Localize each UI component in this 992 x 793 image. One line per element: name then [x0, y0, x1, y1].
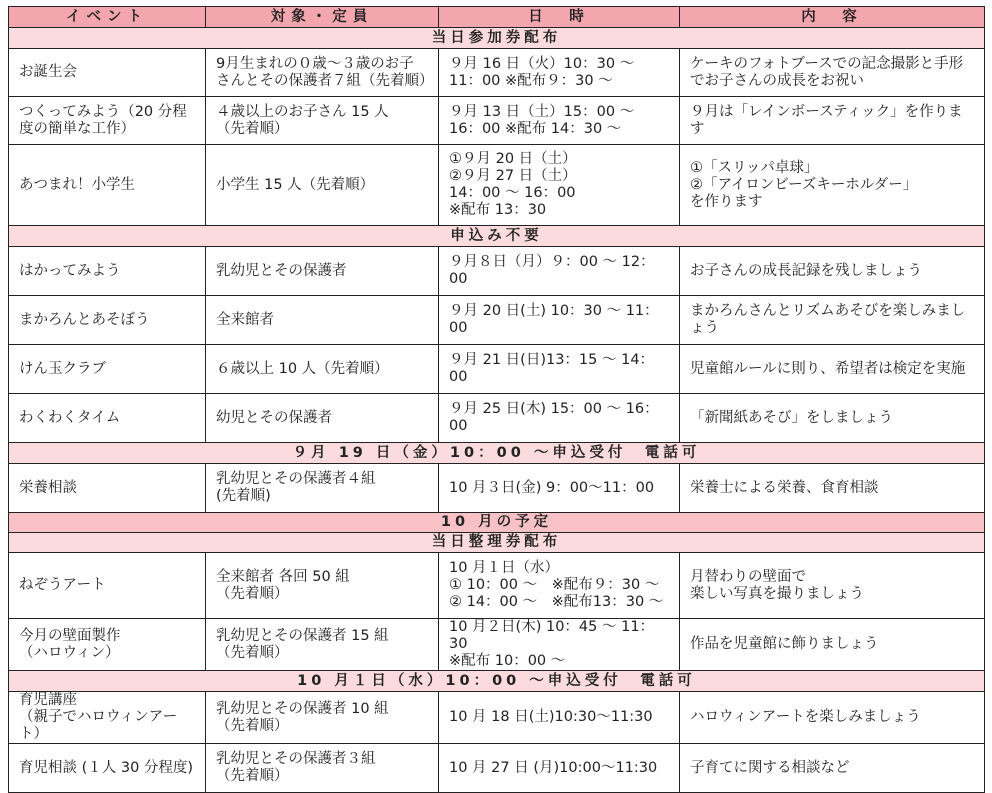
table-row [9, 692, 985, 744]
table-row [9, 619, 985, 671]
table-row [9, 145, 985, 226]
cell-datetime: 10 月１日（水） ① 10：00 ～ ※配布９：30 ～ ② 14：00 ～ ※配布13：30 ～ [439, 553, 680, 619]
cell-content: ケーキのフォトブースでの記念撮影と手形でお子さんの成長をお祝い [680, 49, 985, 97]
cell-target: 乳幼児とその保護者３組 （先着順） [206, 744, 439, 793]
cell-event: つくってみよう（20 分程度の簡単な工作） [9, 97, 206, 145]
table-row [9, 97, 985, 145]
cell-content: ハロウィンアートを楽しみましょう [680, 692, 985, 744]
section-band [9, 671, 985, 692]
table-row [9, 49, 985, 97]
cell-content: ９月は「レインボースティック」を作ります [680, 97, 985, 145]
header-target: 対象・定員 [206, 7, 439, 28]
cell-datetime: ９月 16 日（火）10：30 ～ 11：00 ※配布９：30 ～ [439, 49, 680, 97]
cell-event: はかってみよう [9, 247, 206, 296]
cell-target: ６歳以上 10 人（先着順） [206, 345, 439, 394]
cell-event: わくわくタイム [9, 394, 206, 443]
cell-target: 小学生 15 人（先着順） [206, 145, 439, 226]
table-row [9, 744, 985, 793]
cell-content: お子さんの成長記録を残しましょう [680, 247, 985, 296]
header-row [9, 7, 985, 28]
table-body [9, 28, 985, 793]
cell-datetime: 10 月２日(木) 10：45 ～ 11：30 ※配布 10：00 ～ [439, 619, 680, 671]
cell-target: 乳幼児とその保護者 [206, 247, 439, 296]
cell-event: ねぞうアート [9, 553, 206, 619]
section-band [9, 513, 985, 533]
cell-target: 幼児とその保護者 [206, 394, 439, 443]
section-title: ９月 19 日（金）10：00 ～申込受付 電話可 [9, 443, 985, 464]
cell-event: あつまれ！小学生 [9, 145, 206, 226]
header-content: 内 容 [680, 7, 985, 28]
section-band [9, 226, 985, 247]
cell-event: 今月の壁面製作 （ハロウィン） [9, 619, 206, 671]
cell-datetime: ９月 13 日（土）15：00 ～ 16：00 ※配布 14：30 ～ [439, 97, 680, 145]
section-band [9, 443, 985, 464]
cell-content: ①「スリッパ卓球」 ②「アイロンビーズキーホルダー」 を作ります [680, 145, 985, 226]
cell-event: 栄養相談 [9, 464, 206, 513]
cell-target: 乳幼児とその保護者 15 組 （先着順） [206, 619, 439, 671]
table-row [9, 247, 985, 296]
cell-content: 栄養士による栄養、食育相談 [680, 464, 985, 513]
cell-event: けん玉クラブ [9, 345, 206, 394]
table-row [9, 464, 985, 513]
event-schedule-table [8, 6, 985, 793]
section-band [9, 28, 985, 49]
cell-content: 月替わりの壁面で 楽しい写真を撮りましょう [680, 553, 985, 619]
cell-datetime: ９月 21 日(日)13：15 ～ 14：00 [439, 345, 680, 394]
cell-event: お誕生会 [9, 49, 206, 97]
section-title: 申込み不要 [9, 226, 985, 247]
cell-event: 育児講座 （親子でハロウィンアート） [9, 692, 206, 744]
cell-content: まかろんさんとリズムあそびを楽しみましょう [680, 296, 985, 345]
cell-datetime: ９月 25 日(木) 15：00 ～ 16：00 [439, 394, 680, 443]
section-band [9, 533, 985, 553]
cell-datetime: ９月 20 日(土) 10：30 ～ 11：00 [439, 296, 680, 345]
table-row [9, 394, 985, 443]
table-row [9, 553, 985, 619]
cell-target: ４歳以上のお子さん 15 人 （先着順） [206, 97, 439, 145]
cell-content: 子育てに関する相談など [680, 744, 985, 793]
header-datetime: 日 時 [439, 7, 680, 28]
section-title: 10 月１日（水）10：00 ～申込受付 電話可 [9, 671, 985, 692]
header-event: イベント [9, 7, 206, 28]
cell-target: 全来館者 [206, 296, 439, 345]
cell-datetime: 10 月 18 日(土)10:30～11:30 [439, 692, 680, 744]
cell-target: 全来館者 各回 50 組 （先着順） [206, 553, 439, 619]
cell-content: 作品を児童館に飾りましょう [680, 619, 985, 671]
cell-target: 乳幼児とその保護者 10 組 （先着順） [206, 692, 439, 744]
cell-datetime: 10 月３日(金) 9：00～11：00 [439, 464, 680, 513]
section-title: 10 月の予定 [9, 513, 985, 533]
cell-event: 育児相談 (１人 30 分程度) [9, 744, 206, 793]
cell-datetime: 10 月 27 日 (月)10:00～11:30 [439, 744, 680, 793]
cell-event: まかろんとあそぼう [9, 296, 206, 345]
table-row [9, 296, 985, 345]
section-title: 当日整理券配布 [9, 533, 985, 553]
cell-content: 「新聞紙あそび」をしましょう [680, 394, 985, 443]
section-title: 当日参加券配布 [9, 28, 985, 49]
cell-datetime: ９月８日（月）９：00 ～ 12：00 [439, 247, 680, 296]
cell-target: 乳幼児とその保護者４組 (先着順) [206, 464, 439, 513]
cell-content: 児童館ルールに則り、希望者は検定を実施 [680, 345, 985, 394]
table-row [9, 345, 985, 394]
cell-target: 9月生まれの０歳～３歳のお子さんとその保護者７組（先着順） [206, 49, 439, 97]
cell-datetime: ①９月 20 日（土） ②９月 27 日（土） 14：00 ～ 16：00 ※配布 13：30 [439, 145, 680, 226]
